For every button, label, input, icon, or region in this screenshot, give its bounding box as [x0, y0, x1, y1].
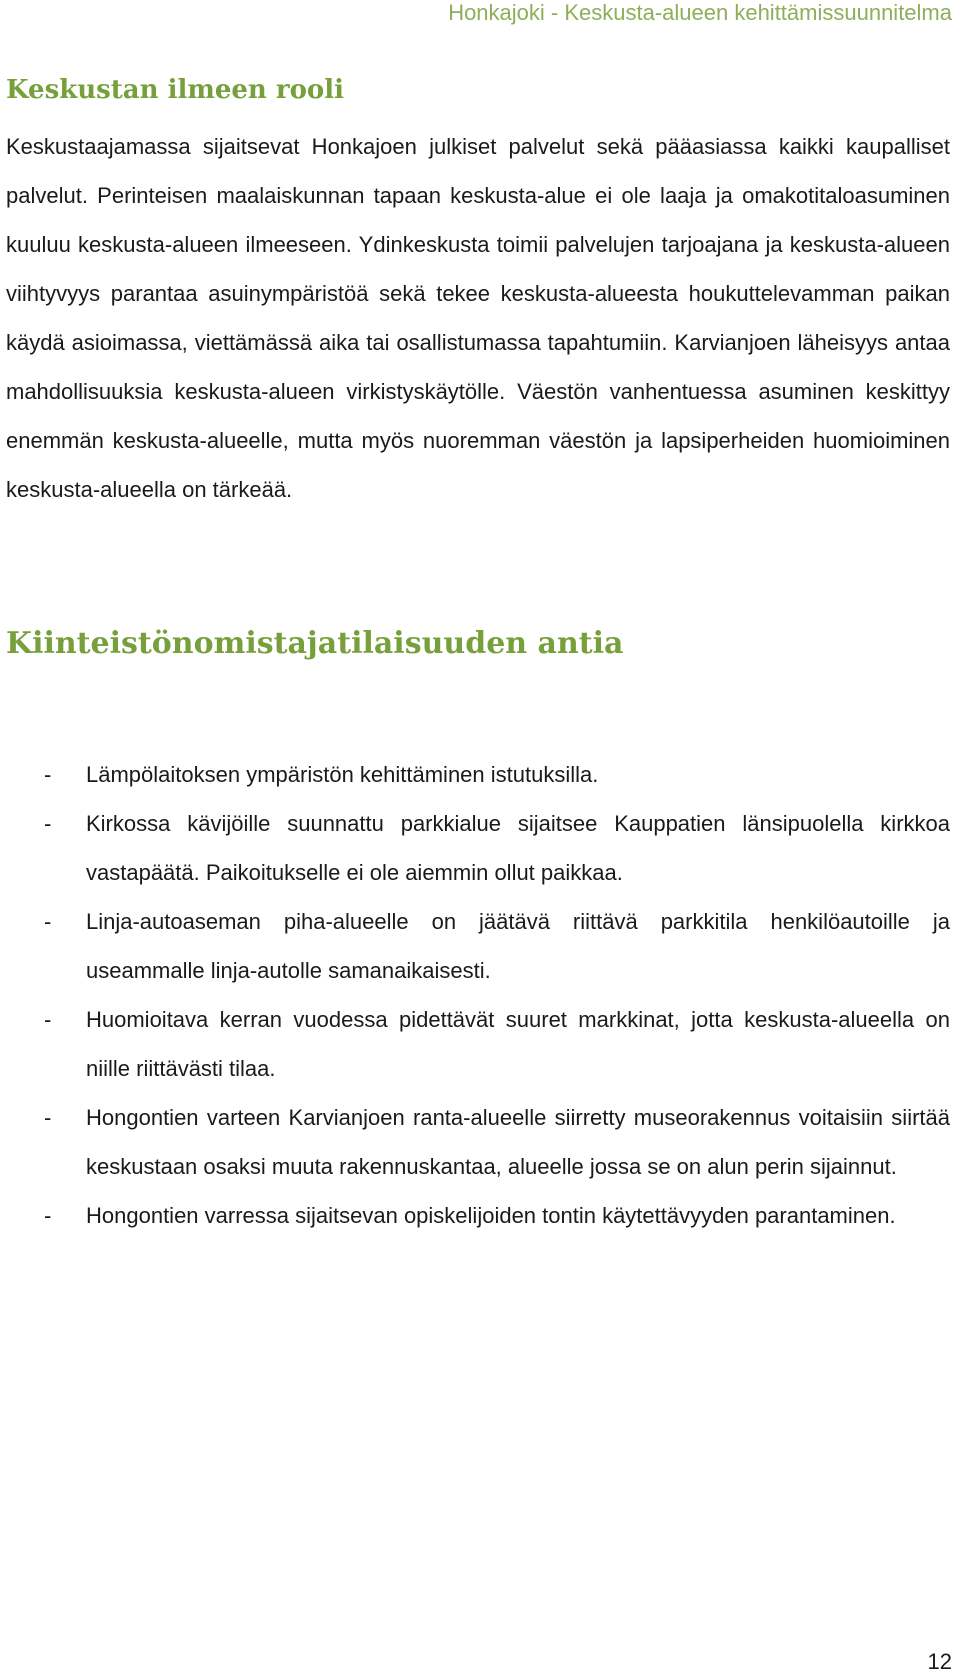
list-item-text: Huomioitava kerran vuodessa pidettävät suuret markkinat, jotta keskusta-alueella on niille riittävästi tilaa.: [86, 1007, 950, 1081]
list-item: [6, 995, 950, 1093]
list-item-text: Hongontien varressa sijaitsevan opiskelijoiden tontin käytettävyyden parantaminen.: [86, 1203, 896, 1228]
section-heading-kiinteistonomistajat: Kiinteistönomistajatilaisuuden antia: [6, 626, 624, 661]
dash-bullet-icon: -: [44, 1203, 52, 1228]
dash-bullet-icon: -: [44, 1007, 52, 1032]
dash-bullet-icon: -: [44, 762, 52, 787]
list-item-text: Hongontien varteen Karvianjoen ranta-alueelle siirretty museorakennus voitaisiin siirtää keskustaan osaksi muuta rakennuskantaa, alueelle jossa se on alun perin sijainnut.: [86, 1105, 950, 1179]
list-item: [6, 750, 950, 799]
list-item-text: Linja-autoaseman piha-alueelle on jäätävä riittävä parkkitila henkilöautoille ja useammalle linja-autolle samanaikaisesti.: [86, 909, 950, 983]
intro-paragraph: Keskustaajamassa sijaitsevat Honkajoen julkiset palvelut sekä pääasiassa kaikki kaupalliset palvelut. Perinteisen maalaiskunnan tapaan keskusta-alue ei ole laaja ja omakotitaloasuminen kuuluu keskusta-alueen ilmeeseen. Ydinkeskusta toimii palvelujen tarjoajana ja keskusta-alueen viihtyvyys parantaa asuinympäristöä sekä tekee keskusta-alueesta houkuttelevamman paikan käydä asioimassa, viettämässä aika tai osallistumassa tapahtumiin. Karvianjoen läheisyys antaa mahdollisuuksia keskusta-alueen virkistyskäytölle. Väestön vanhentuessa asuminen keskittyy enemmän keskusta-alueelle, mutta myös nuoremman väestön ja lapsiperheiden huomioiminen keskusta-alueella on tärkeää.: [6, 134, 950, 502]
list-item: [6, 1191, 950, 1240]
list-item-text: Lämpölaitoksen ympäristön kehittäminen istutuksilla.: [86, 762, 599, 787]
list-item: [6, 1093, 950, 1191]
dash-bullet-icon: -: [44, 909, 52, 934]
page-number: 12: [927, 1649, 952, 1674]
list-item: [6, 897, 950, 995]
bullet-list: [6, 750, 950, 1240]
running-header: Honkajoki - Keskusta-alueen kehittämissuunnitelma: [448, 0, 952, 25]
dash-bullet-icon: -: [44, 811, 52, 836]
dash-bullet-icon: -: [44, 1105, 52, 1130]
list-item: [6, 799, 950, 897]
section-heading-keskustan-ilme: Keskustan ilmeen rooli: [6, 75, 345, 105]
list-item-text: Kirkossa kävijöille suunnattu parkkialue sijaitsee Kauppatien länsipuolella kirkkoa vastapäätä. Paikoitukselle ei ole aiemmin ollut paikkaa.: [86, 811, 950, 885]
